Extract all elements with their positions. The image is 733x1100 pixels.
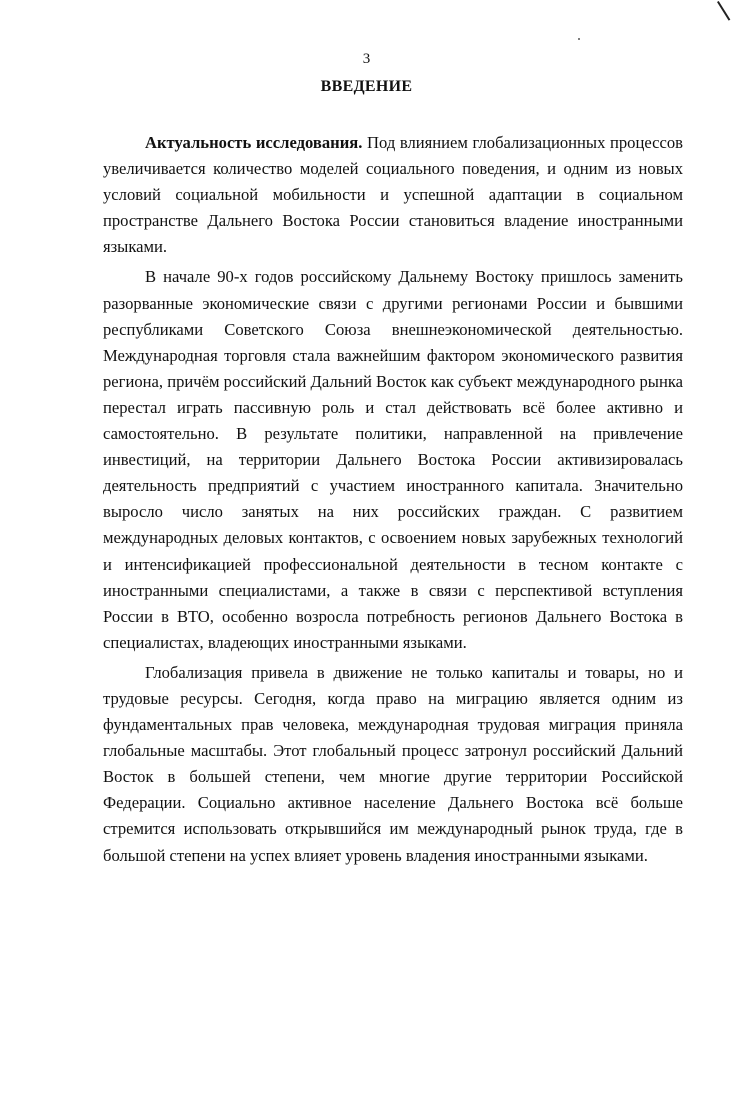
page-number: 3 [362,51,371,67]
paragraph-text: Под влиянием глобализационных процессов увеличивается количество моделей социального поведения, и одним из новых условий социальной мобильности и успешной адаптации в социальном пространстве Дальнего Востока России становиться владение иностранными языками. [103,133,683,257]
paragraph-text: В начале 90-х годов российскому Дальнему Востоку пришлось заменить разорванные экономические связи с другими регионами России и бывшими республиками Советского Союза внешнеэкономической деятельностью. Международная торговля стала важнейшим фактором экономического развития региона, причём российский Дальний Восток как субъект международного рынка перестал играть пассивную роль и стал действовать всё более активно и самостоятельно. В результате политики, направленной на привлечение инвестиций, на территории Дальнего Востока России активизировалась деятельность предприятий с участием иностранного капитала. Значительно выросло число занятых на них российских граждан. С развитием международных деловых контактов, с освоением новых зарубежных технологий и интенсификацией профессиональной деятельности в тесном контакте с иностранными специалистами, а также в связи с перспективой вступления России в ВТО, особенно возросла потребность регионов Дальнего Востока в специалистах, владеющих иностранными языками. [103,267,683,652]
paragraph-far-east-economy [103,264,683,655]
paragraph-globalization [103,660,683,869]
scan-artifact-mark [717,1,730,21]
paragraph-relevance [103,130,683,260]
body-text [103,130,683,869]
page-heading: ВВЕДЕНИЕ [320,78,413,95]
scan-artifact-dot [578,38,580,40]
paragraph-lead: Актуальность исследования. [145,133,363,152]
paragraph-text: Глобализация привела в движение не только капиталы и товары, но и трудовые ресурсы. Сегодня, когда право на миграцию является одним из фундаментальных прав человека, международная трудовая миграция приняла глобальные масштабы. Этот глобальный процесс затронул российский Дальний Восток в большей степени, чем многие другие территории Российской Федерации. Социально активное население Дальнего Востока всё больше стремится использовать открывшийся им международный рынок труда, где в большой степени на успех влияет уровень владения иностранными языками. [103,662,683,865]
